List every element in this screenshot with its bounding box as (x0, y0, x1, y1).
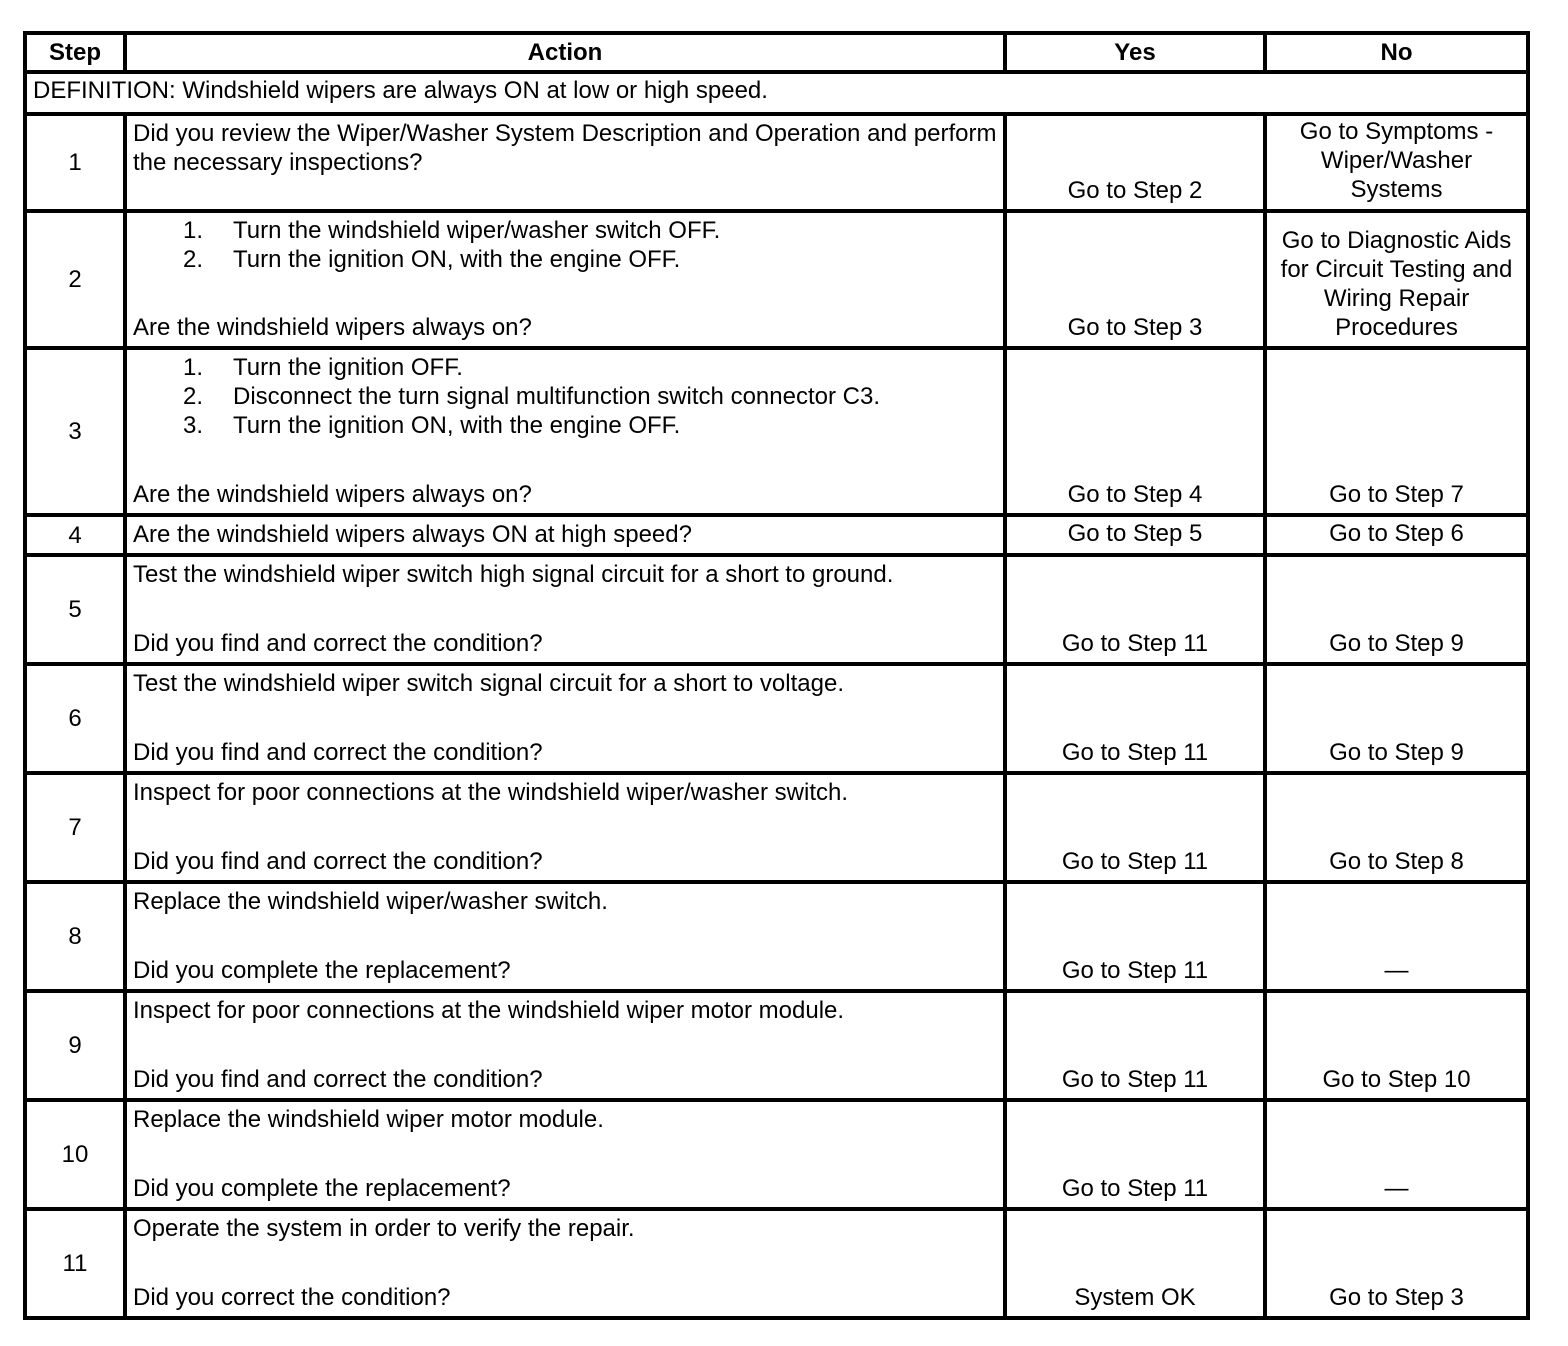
step-number: 10 (25, 1100, 125, 1209)
yes-cell: Go to Step 5 (1005, 515, 1265, 555)
definition-row (25, 72, 1528, 114)
diagnostic-table (23, 31, 1530, 1320)
list-number: 3. (183, 412, 204, 439)
step-number: 3 (25, 348, 125, 515)
action-cell (125, 1100, 1005, 1209)
list-item (133, 353, 997, 382)
table-row (25, 882, 1528, 991)
step-number: 1 (25, 114, 125, 211)
action-intro: Replace the windshield wiper motor module. (133, 1106, 604, 1133)
yes-cell: Go to Step 3 (1005, 211, 1265, 348)
action-cell (125, 211, 1005, 348)
list-number: 1. (183, 354, 204, 381)
action-question: Did you find and correct the condition? (133, 739, 543, 766)
definition-text: DEFINITION: Windshield wipers are always ON at low or high speed. (25, 72, 1528, 114)
table-row (25, 114, 1528, 211)
action-cell (125, 773, 1005, 882)
list-text: Disconnect the turn signal multifunction switch connector C3. (233, 383, 880, 410)
action-intro: Inspect for poor connections at the windshield wiper motor module. (133, 997, 845, 1024)
table-row (25, 211, 1528, 348)
header-no: No (1265, 33, 1528, 72)
action-intro: Replace the windshield wiper/washer switch. (133, 888, 608, 915)
no-cell: Go to Step 9 (1265, 664, 1528, 773)
action-question: Did you find and correct the condition? (133, 848, 543, 875)
action-intro: Test the windshield wiper switch high signal circuit for a short to ground. (133, 561, 894, 588)
list-item (133, 245, 997, 274)
action-list (133, 353, 997, 440)
no-cell: — (1265, 1100, 1528, 1209)
list-number: 2. (183, 383, 204, 410)
table-row (25, 991, 1528, 1100)
step-number: 2 (25, 211, 125, 348)
header-step: Step (25, 33, 125, 72)
no-cell: Go to Step 9 (1265, 555, 1528, 664)
action-question: Are the windshield wipers always ON at high speed? (125, 515, 1005, 555)
yes-cell: Go to Step 11 (1005, 991, 1265, 1100)
yes-cell: Go to Step 2 (1005, 114, 1265, 211)
list-number: 1. (183, 217, 204, 244)
no-cell: Go to Diagnostic Aids for Circuit Testing and Wiring Repair Procedures (1265, 211, 1528, 348)
step-number: 7 (25, 773, 125, 882)
no-cell: Go to Step 8 (1265, 773, 1528, 882)
list-item (133, 216, 997, 245)
table-row (25, 1100, 1528, 1209)
step-number: 6 (25, 664, 125, 773)
no-cell: Go to Step 3 (1265, 1209, 1528, 1318)
table-row (25, 664, 1528, 773)
list-number: 2. (183, 246, 204, 273)
yes-cell: Go to Step 11 (1005, 882, 1265, 991)
list-text: Turn the ignition ON, with the engine OFF. (233, 246, 681, 273)
action-question: Did you correct the condition? (133, 1284, 451, 1311)
action-question: Are the windshield wipers always on? (133, 481, 532, 508)
header-action: Action (125, 33, 1005, 72)
table-row (25, 1209, 1528, 1318)
action-cell (125, 991, 1005, 1100)
action-question: Are the windshield wipers always on? (133, 314, 532, 341)
action-cell (125, 1209, 1005, 1318)
no-cell: Go to Symptoms - Wiper/Washer Systems (1265, 114, 1528, 211)
table-row (25, 515, 1528, 555)
yes-cell: Go to Step 11 (1005, 664, 1265, 773)
no-cell: Go to Step 6 (1265, 515, 1528, 555)
action-cell (125, 555, 1005, 664)
yes-cell: System OK (1005, 1209, 1265, 1318)
list-text: Turn the ignition ON, with the engine OFF. (233, 412, 681, 439)
step-number: 8 (25, 882, 125, 991)
step-number: 4 (25, 515, 125, 555)
yes-cell: Go to Step 4 (1005, 348, 1265, 515)
step-number: 5 (25, 555, 125, 664)
table-row (25, 555, 1528, 664)
list-text: Turn the windshield wiper/washer switch OFF. (233, 217, 721, 244)
action-intro: Test the windshield wiper switch signal circuit for a short to voltage. (133, 670, 844, 697)
action-cell (125, 114, 1005, 211)
action-intro: Inspect for poor connections at the windshield wiper/washer switch. (133, 779, 849, 806)
no-cell: Go to Step 10 (1265, 991, 1528, 1100)
no-cell: — (1265, 882, 1528, 991)
list-text: Turn the ignition OFF. (233, 354, 463, 381)
action-cell (125, 882, 1005, 991)
no-cell: Go to Step 7 (1265, 348, 1528, 515)
table-row (25, 348, 1528, 515)
action-cell (125, 664, 1005, 773)
yes-cell: Go to Step 11 (1005, 555, 1265, 664)
action-question: Did you find and correct the condition? (133, 630, 543, 657)
yes-cell: Go to Step 11 (1005, 1100, 1265, 1209)
yes-cell: Go to Step 11 (1005, 773, 1265, 882)
action-question: Did you complete the replacement? (133, 1175, 511, 1202)
action-question: Did you find and correct the condition? (133, 1066, 543, 1093)
action-question: Did you complete the replacement? (133, 957, 511, 984)
step-number: 9 (25, 991, 125, 1100)
list-item (133, 411, 997, 440)
header-row (25, 33, 1528, 72)
list-item (133, 382, 997, 411)
action-intro: Did you review the Wiper/Washer System Description and Operation and perform the necessary inspections? (133, 120, 997, 176)
action-intro: Operate the system in order to verify the repair. (133, 1215, 635, 1242)
action-cell (125, 348, 1005, 515)
action-list (133, 216, 997, 274)
table-row (25, 773, 1528, 882)
header-yes: Yes (1005, 33, 1265, 72)
step-number: 11 (25, 1209, 125, 1318)
